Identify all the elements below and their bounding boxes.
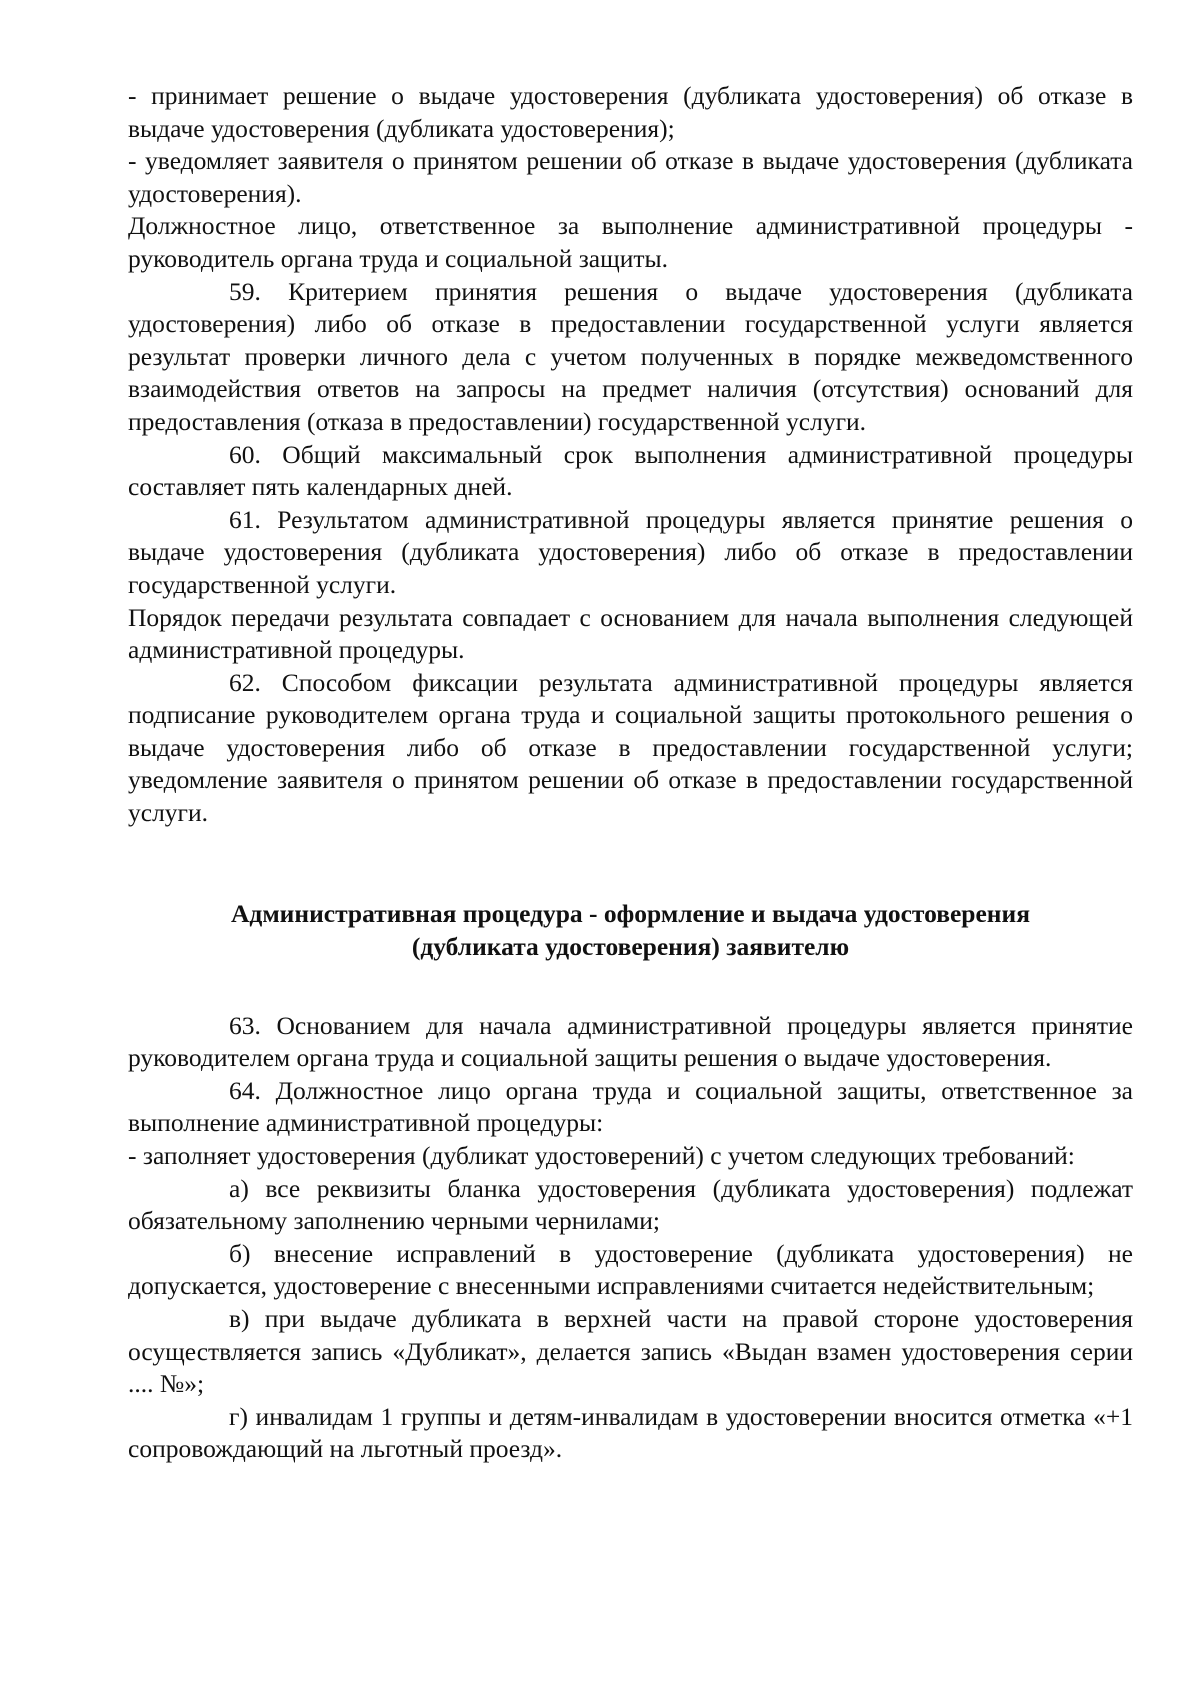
paragraph-61: 61. Результатом административной процедуры является принятие решения о выдаче удостоверения (дубликата удостоверения) либо об отказе в предоставлении государственной услуги. — [128, 504, 1133, 599]
paragraph-64: 64. Должностное лицо органа труда и социальной защиты, ответственное за выполнение административной процедуры: — [128, 1075, 1133, 1138]
requirement-v: в) при выдаче дубликата в верхней части на правой стороне удостоверения осуществляется запись «Дубликат», делается запись «Выдан взамен удостоверения серии .... №»; — [128, 1304, 1133, 1399]
paragraph-60: 60. Общий максимальный срок выполнения административной процедуры составляет пять календарных дней. — [128, 439, 1133, 502]
list-item-decision: - принимает решение о выдаче удостоверения (дубликата удостоверения) об отказе в выдаче удостоверения (дубликата удостоверения); — [128, 81, 1133, 143]
paragraph-transfer-order: Порядок передачи результата совпадает с основанием для начала выполнения следующей административной процедуры. — [128, 602, 1133, 665]
paragraph-responsible-official: Должностное лицо, ответственное за выполнение административной процедуры - руководитель органа труда и социальной защиты. — [128, 211, 1133, 273]
document-page — [128, 80, 1133, 1466]
requirement-g: г) инвалидам 1 группы и детям-инвалидам в удостоверении вносится отметка «+1 сопровождающий на льготный проезд». — [128, 1401, 1133, 1464]
list-item-fill-out: - заполняет удостоверения (дубликат удостоверений) с учетом следующих требований: — [128, 1141, 1075, 1171]
requirement-b: б) внесение исправлений в удостоверение (дубликата удостоверения) не допускается, удостоверение с внесенными исправлениями считается недействительным; — [128, 1238, 1133, 1301]
list-item-notify: - уведомляет заявителя о принятом решении об отказе в выдаче удостоверения (дубликата удостоверения). — [128, 146, 1133, 208]
requirement-a: а) все реквизиты бланка удостоверения (дубликата удостоверения) подлежат обязательному заполнению черными чернилами; — [128, 1173, 1133, 1236]
section-heading-line-1: Административная процедура - оформление и выдача удостоверения — [231, 898, 1030, 928]
paragraph-63: 63. Основанием для начала административной процедуры является принятие руководителем органа труда и социальной защиты решения о выдаче удостоверения. — [128, 1010, 1133, 1073]
section-heading-line-2: (дубликата удостоверения) заявителю — [411, 931, 850, 961]
section-heading — [128, 897, 1133, 963]
paragraph-62: 62. Способом фиксации результата административной процедуры является подписание руководителем органа труда и социальной защиты протокольного решения о выдаче удостоверения либо об отказе в предоставлении государственной услуги; уведомление заявителя о принятом решении об отказе в предоставлении государственной услуги. — [128, 667, 1133, 828]
paragraph-59: 59. Критерием принятия решения о выдаче удостоверения (дубликата удостоверения) либо об отказе в предоставлении государственной услуги является результат проверки личного дела с учетом полученных в порядке межведомственного взаимодействия ответов на запросы на предмет наличия (отсутствия) оснований для предоставления (отказа в предоставлении) государственной услуги. — [128, 276, 1133, 436]
